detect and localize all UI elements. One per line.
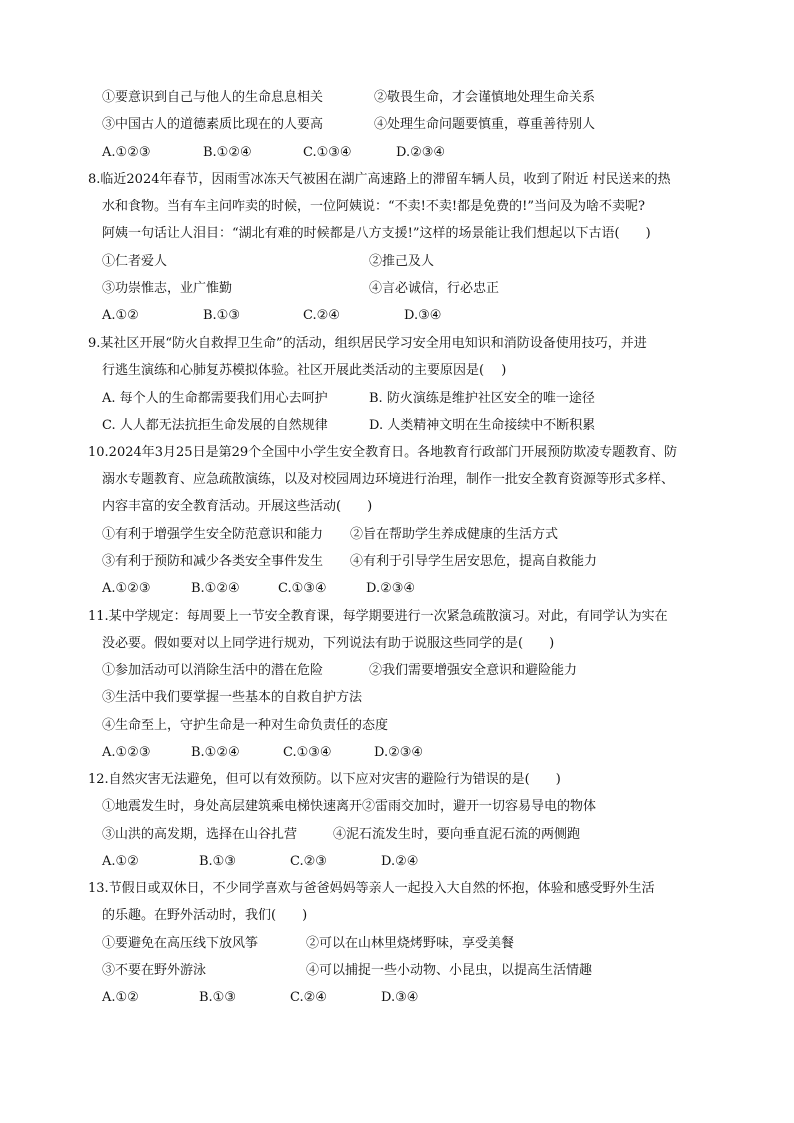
q10-choice-b: B.①②④ [191,581,240,596]
q12-choice-c: C.②③ [290,854,327,869]
q9-choice-a: A. 每个人的生命都需要我们用心去呵护 [102,391,328,406]
q11-option-4: ④生命至上，守护生命是一种对生命负责任的态度 [102,718,389,733]
q11-choice-c: C.①③④ [283,745,332,760]
q12-stem-line-1: 12.自然灾害无法避免，但可以有效预防。以下应对灾害的避险行为错误的是( ) [88,772,561,787]
q11-stem-line-2: 没必要。假如要对以上同学进行规劝，下列说法有助于说服这些同学的是( ) [102,636,555,651]
q7-option-2: ②敬畏生命，才会谨慎地处理生命关系 [374,90,596,105]
q13-choice-c: C.②④ [290,990,327,1005]
q9-choice-d: D. 人类精神文明在生命接续中不断积累 [369,418,596,433]
q7-choice-b: B.①②④ [203,145,252,160]
q10-choice-d: D.②③④ [366,581,416,596]
q8-stem-line-1: 8.临近2024年春节，因雨雪冰冻天气被困在湖广高速路上的滞留车辆人员，收到了附近 村民送来的热 [88,172,671,187]
q11-stem-line-1: 11.某中学规定：每周要上一节安全教育课，每学期要进行一次紧急疏散演习。对此，有同学认为实在 [88,609,668,624]
q9-choice-c: C. 人人都无法抗拒生命发展的自然规律 [102,418,328,433]
q12-choice-a: A.①② [102,854,139,869]
q8-option-1: ①仁者爱人 [102,254,168,269]
q10-stem-line-2: 溺水专题教育、应急疏散演练，以及对校园周边环境进行治理，制作一批安全教育资源等形式多样、 [102,472,675,487]
q7-option-1: ①要意识到自己与他人的生命息息相关 [102,90,324,105]
q9-stem-line-1: 9.某社区开展“防火自救捍卫生命”的活动，组织居民学习安全用电知识和消防设备使用技巧，并进 [88,336,647,351]
q11-option-1: ①参加活动可以消除生活中的潜在危险 [102,663,324,678]
q9-stem-line-2: 行逃生演练和心肺复苏模拟体验。社区开展此类活动的主要原因是( ) [102,363,507,378]
q13-stem-line-2: 的乐趣。在野外活动时，我们( ) [102,908,308,923]
q8-choice-b: B.①③ [203,308,240,323]
q11-choice-d: D.②③④ [374,745,424,760]
q12-option-4: ④泥石流发生时，要向垂直泥石流的两侧跑 [333,827,581,842]
q12-option-3: ③山洪的高发期，选择在山谷扎营 [102,827,298,842]
q12-choice-d: D.②④ [381,854,419,869]
q10-option-2: ②旨在帮助学生养成健康的生活方式 [350,527,559,542]
q8-stem-line-2: 水和食物。当有车主问咋卖的时候，一位阿姨说：“不卖!不卖!都是免费的!”当问及为啥不卖呢? [102,199,645,214]
q10-stem-line-3: 内容丰富的安全教育活动。开展这些活动( ) [102,499,373,514]
q11-option-2: ②我们需要增强安全意识和避险能力 [369,663,578,678]
q13-option-3: ③不要在野外游泳 [102,963,207,978]
q7-choice-d: D.②③④ [396,145,446,160]
q10-option-1: ①有利于增强学生安全防范意识和能力 [102,527,324,542]
q10-option-4: ④有利于引导学生居安思危，提高自救能力 [350,554,598,569]
q8-option-4: ④言必诚信，行必忠正 [369,281,500,296]
q12-choice-b: B.①③ [199,854,236,869]
q10-option-3: ③有利于预防和减少各类安全事件发生 [102,554,324,569]
q8-stem-line-3: 阿姨一句话让人泪目：“湖北有难的时候都是八方支援!”这样的场景能让我们想起以下古语( ) [102,226,651,241]
q7-option-3: ③中国古人的道德素质比现在的人要高 [102,117,324,132]
q9-choice-b: B. 防火演练是维护社区安全的唯一途径 [369,391,595,406]
q13-option-4: ④可以捕捉一些小动物、小昆虫，以提高生活情趣 [306,963,593,978]
q13-stem-line-1: 13.节假日或双休日，不少同学喜欢与爸爸妈妈等亲人一起投入大自然的怀抱，体验和感受野外生活 [88,881,655,896]
q13-choice-d: D.③④ [381,990,419,1005]
q13-choice-a: A.①② [102,990,139,1005]
q13-option-1: ①要避免在高压线下放风筝 [102,936,259,951]
q11-option-3: ③生活中我们要掌握一些基本的自救自护方法 [102,690,363,705]
q11-choice-b: B.①②④ [191,745,240,760]
q7-choice-a: A.①②③ [102,145,151,160]
q7-choice-c: C.①③④ [303,145,352,160]
q13-choice-b: B.①③ [199,990,236,1005]
q10-choice-c: C.①③④ [278,581,327,596]
q7-option-4: ④处理生命问题要慎重，尊重善待别人 [374,117,596,132]
q8-choice-d: D.③④ [404,308,442,323]
q10-stem-line-1: 10.2024年3月25日是第29个全国中小学生安全教育日。各地教育行政部门开展预防欺凌专题教育、防 [88,445,678,460]
q13-option-2: ②可以在山林里烧烤野味，享受美餐 [306,936,515,951]
q10-choice-a: A.①②③ [102,581,151,596]
q8-option-2: ②推己及人 [369,254,435,269]
q12-option-1-2: ①地震发生时，身处高层建筑乘电梯快速离开②雷雨交加时，避开一切容易导电的物体 [102,799,597,814]
q11-choice-a: A.①②③ [102,745,151,760]
q8-choice-c: C.②④ [303,308,340,323]
q8-choice-a: A.①② [102,308,139,323]
q8-option-3: ③功崇惟志，业广惟勤 [102,281,233,296]
